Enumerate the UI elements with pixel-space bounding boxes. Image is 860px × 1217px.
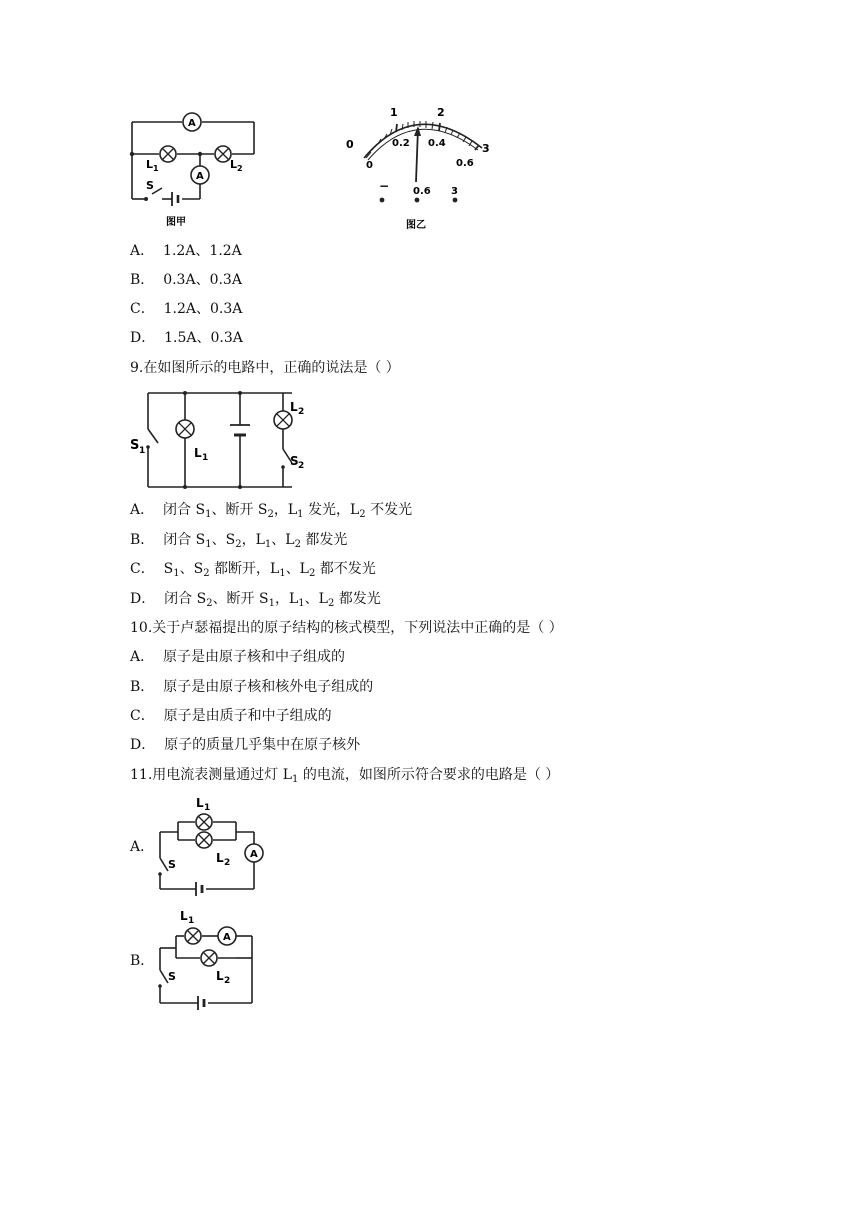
svg-text:1: 1: [139, 446, 146, 456]
svg-text:2: 2: [298, 461, 305, 471]
svg-text:2: 2: [437, 106, 445, 119]
q8-option-c[interactable]: C． 1.2A、0.3A: [130, 301, 243, 317]
svg-text:L: L: [196, 796, 204, 810]
svg-text:S: S: [168, 858, 176, 871]
q10-option-b[interactable]: B． 原子是由原子核和核外电子组成的: [130, 679, 374, 695]
figure-jia-circuit: [126, 104, 266, 228]
q10-stem: 10.关于卢瑟福提出的原子结构的核式模型，下列说法中正确的是（ ）: [130, 620, 563, 636]
svg-text:0.6: 0.6: [413, 186, 431, 197]
q9-option-c[interactable]: C． $S_1$、$S_2$ 都断开，$L_1$、$L_2$ 都不发光: [130, 561, 376, 579]
q9-option-d[interactable]: D． 闭合 $S_2$、断开 $S_1$，$L_1$、$L_2$ 都发光: [130, 591, 381, 609]
q8-option-b[interactable]: B． 0.3A、0.3A: [130, 272, 242, 288]
q9-option-a[interactable]: A． 闭合 $S_1$、断开 $S_2$，$L_1$ 发光，$L_2$ 不发光: [130, 502, 413, 520]
q11-option-b-label[interactable]: B．: [130, 953, 155, 969]
svg-text:S: S: [168, 970, 176, 983]
q10-option-a[interactable]: A． 原子是由原子核和中子组成的: [130, 649, 346, 665]
figure-yi-ammeter-dial: [340, 100, 500, 234]
svg-text:A: A: [196, 171, 204, 182]
q11-option-b-circuit[interactable]: [156, 906, 266, 1014]
svg-text:1: 1: [390, 106, 398, 119]
svg-text:2: 2: [298, 407, 305, 417]
svg-text:0.4: 0.4: [428, 138, 446, 149]
svg-text:A: A: [250, 849, 258, 860]
svg-text:0.2: 0.2: [392, 138, 410, 149]
svg-text:−: −: [379, 179, 390, 193]
svg-text:0.6: 0.6: [456, 158, 474, 169]
svg-text:A: A: [188, 118, 196, 129]
q8-option-d[interactable]: D． 1.5A、0.3A: [130, 330, 243, 346]
q10-option-d[interactable]: D． 原子的质量几乎集中在原子核外: [130, 737, 361, 753]
q11-option-a-label[interactable]: A．: [130, 839, 155, 855]
svg-text:3: 3: [451, 186, 458, 197]
svg-text:L: L: [216, 851, 224, 865]
svg-text:L: L: [216, 969, 224, 983]
q9-circuit-figure: [128, 385, 313, 497]
svg-text:0: 0: [346, 138, 354, 151]
svg-text:S: S: [290, 454, 299, 468]
svg-text:L: L: [180, 909, 188, 923]
figure-yi-caption: 图乙: [406, 220, 426, 231]
svg-text:A: A: [223, 932, 231, 943]
q10-option-c[interactable]: C． 原子是由质子和中子组成的: [130, 708, 332, 724]
svg-text:S: S: [146, 179, 154, 192]
q9-option-b[interactable]: B． 闭合 $S_1$、$S_2$，$L_1$、$L_2$ 都发光: [130, 532, 348, 550]
q11-stem: 11.用电流表测量通过灯 $L_1$ 的电流，如图所示符合要求的电路是（ ）: [130, 767, 560, 785]
svg-text:L: L: [290, 400, 298, 414]
q8-option-a[interactable]: A． 1.2A、1.2A: [130, 243, 242, 259]
svg-text:1: 1: [204, 803, 211, 813]
svg-text:L: L: [146, 158, 154, 171]
svg-text:1: 1: [188, 916, 195, 926]
figure-jia-caption: 图甲: [166, 217, 186, 228]
svg-text:2: 2: [237, 164, 243, 173]
svg-text:2: 2: [224, 858, 231, 868]
svg-text:1: 1: [202, 453, 209, 463]
svg-text:S: S: [130, 438, 140, 453]
q11-option-a-circuit[interactable]: [156, 792, 266, 900]
svg-text:L: L: [230, 158, 238, 171]
svg-text:3: 3: [482, 142, 490, 155]
svg-text:2: 2: [224, 976, 231, 986]
q9-stem: 9.在如图所示的电路中，正确的说法是（ ）: [130, 360, 400, 376]
svg-text:0: 0: [366, 160, 373, 171]
svg-text:1: 1: [153, 164, 159, 173]
svg-text:L: L: [194, 446, 202, 460]
